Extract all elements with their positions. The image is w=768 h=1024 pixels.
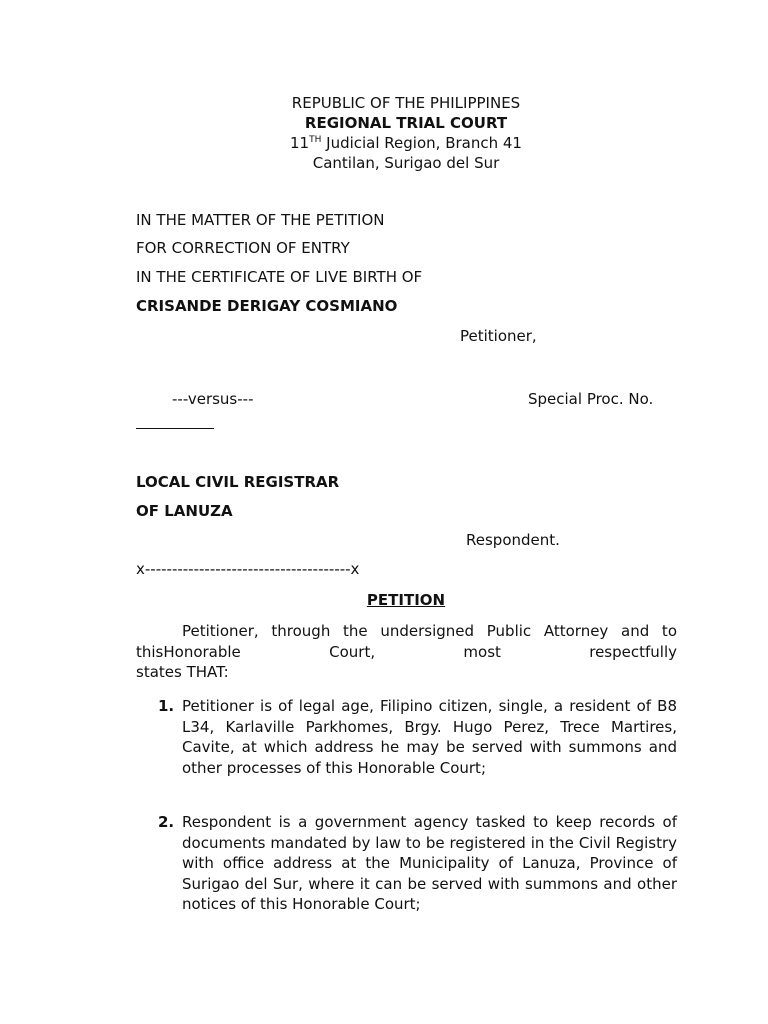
petitioner-role: Petitioner, (460, 327, 537, 345)
petitioner-name: CRISANDE DERIGAY COSMIANO (136, 297, 398, 315)
court-location: Cantilan, Surigao del Sur (312, 154, 500, 172)
versus-label: ---versus--- (172, 390, 254, 408)
list-item-number: 1. (158, 697, 175, 715)
court-name: REGIONAL TRIAL COURT (304, 114, 508, 132)
respondent-role: Respondent. (466, 531, 560, 549)
caption-separator: x--------------------------------------x (136, 560, 360, 578)
caption-line-1: IN THE MATTER OF THE PETITION (136, 211, 385, 229)
intro-paragraph (136, 621, 677, 683)
special-proc-number-blank (136, 410, 214, 435)
republic-line: REPUBLIC OF THE PHILIPPINES (291, 94, 521, 112)
court-header (0, 93, 768, 173)
intro-line-1: Petitioner, through the undersigned Public Attorney and to thisHonorable Court, most respectfully (136, 622, 677, 661)
list-item-text: Petitioner is of legal age, Filipino citizen, single, a resident of B8 L34, Karlaville Parkhomes, Brgy. Hugo Perez, Trece Martires, Cavite, at which address he may be served with summons and other processes of this Honorable Court; (182, 697, 677, 777)
special-proc-label: Special Proc. No. (528, 390, 654, 408)
intro-line-2: states THAT: (136, 663, 229, 681)
respondent-line-2: OF LANUZA (136, 502, 233, 520)
list-item-text: Respondent is a government agency tasked to keep records of documents mandated by law to be registered in the Civil Registry with office address at the Municipality of Lanuza, Province of Surigao del Sur, where it can be served with summons and other notices of this Honorable Court; (182, 813, 677, 913)
judicial-region-line: 11TH Judicial Region, Branch 41 (290, 134, 522, 152)
caption-line-3: IN THE CERTIFICATE OF LIVE BIRTH OF (136, 268, 423, 286)
caption-line-2: FOR CORRECTION OF ENTRY (136, 239, 350, 257)
respondent-line-1: LOCAL CIVIL REGISTRAR (136, 473, 340, 491)
petition-title: PETITION (366, 591, 446, 609)
list-item-number: 2. (158, 813, 175, 831)
